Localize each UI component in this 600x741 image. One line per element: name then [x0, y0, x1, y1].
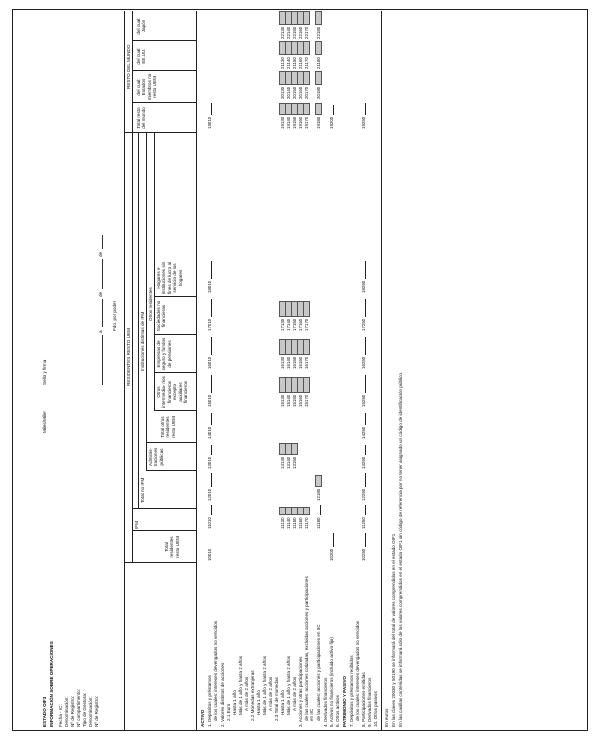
row-label: A más de 2 años [244, 676, 249, 711]
row-label: Hasta 1 año [232, 690, 237, 715]
row-label: A más de 2 años [268, 676, 273, 711]
row-label: 7. Depósitos y préstamos recibidos [349, 655, 354, 727]
cell-code: 13250 [361, 456, 366, 469]
residents-header: RESIDENTES RESTO UEM [126, 328, 131, 386]
cell-code: 16160 [298, 356, 303, 369]
cell-code: 15170 [304, 394, 309, 407]
input-cell[interactable] [206, 473, 212, 487]
section-pasivo: PATRIMONIO Y PASIVO [342, 675, 347, 727]
row-label: Más de 1 año y hasta 2 años [238, 656, 243, 715]
cell-code: 15130 [280, 394, 285, 407]
col-divider [132, 40, 196, 41]
col-divider [154, 296, 196, 297]
row-label: 9. Derivados financieros [367, 677, 372, 727]
cell-code: 13150 [292, 456, 297, 469]
note-text: En las casillas contenidas se informará sólo de los valores comprendidos en el estado OIF1 sin código de referencia por no tener asignado un código de identificación público. [398, 371, 403, 727]
cell-code: 21160 [298, 57, 303, 69]
input-cell[interactable] [206, 299, 212, 317]
cell-code: 17130 [280, 318, 285, 331]
col-rule [154, 133, 155, 411]
input-cell[interactable] [206, 261, 212, 279]
input-cell[interactable] [206, 103, 212, 115]
shaded-cell [303, 301, 310, 317]
cell-code: 22180 [316, 26, 321, 39]
cell-code: 15160 [298, 394, 303, 407]
row-label: Hasta 1 año [256, 690, 261, 715]
cell-code: 11150 [292, 517, 297, 529]
table-rule [196, 11, 197, 731]
date-line [102, 235, 103, 249]
col-public-admin: Adminis- traciones públicas [148, 447, 164, 467]
col-non-uem: del cual: Estados miembros no resto UEM [136, 73, 158, 101]
col-divider [154, 410, 196, 411]
shaded-cell [315, 103, 322, 115]
table-rule [124, 11, 125, 731]
cell-code: 19160 [298, 116, 303, 129]
input-cell[interactable] [206, 375, 212, 393]
shaded-cell [315, 71, 322, 85]
cell-code: 16010 [207, 356, 212, 369]
input-cell[interactable] [360, 413, 366, 425]
row-label: 2. Valores distintos de acciones [220, 662, 225, 727]
units-label: Miles/Miler [42, 411, 47, 433]
note-text: En las claves 20030 y 50190 se informará del total de valores comprendidos en el estado OIF1 [391, 533, 396, 727]
field-label: Denominación: [64, 696, 69, 727]
input-cell[interactable] [360, 473, 366, 487]
input-cell[interactable] [360, 505, 366, 515]
shaded-cell [303, 339, 310, 355]
row-label: 6. Otros activos [335, 695, 340, 727]
cell-code: 18250 [361, 280, 366, 293]
row-label: 4. Derivados financieros [323, 677, 328, 727]
col-rule [132, 11, 133, 563]
col-usa: del cual: EE.UU. [136, 47, 147, 65]
cell-code: 16130 [280, 356, 285, 369]
date-line [102, 299, 103, 327]
col-ifm: IFM [134, 521, 139, 529]
shaded-cell [303, 377, 310, 393]
cell-code: 20150 [292, 86, 297, 99]
col-other-institutions: Instituciones distintas de IFM [140, 311, 145, 371]
row-label: 8. Participaciones emitidas [361, 672, 366, 727]
input-cell[interactable] [328, 105, 334, 115]
input-cell[interactable] [360, 261, 366, 279]
cell-code: 22160 [298, 26, 303, 39]
col-divider [132, 70, 196, 71]
cell-code: 19010 [207, 116, 212, 129]
section-activo: ACTIVO [200, 709, 205, 727]
cell-code: 17250 [361, 318, 366, 331]
row-label: 1. Depósitos y préstamos [207, 675, 212, 727]
shaded-cell [303, 41, 310, 55]
cell-code: 20140 [286, 86, 291, 99]
cell-code: 10250 [361, 548, 366, 561]
cell-code: 20180 [316, 86, 321, 99]
cell-code: 17150 [292, 318, 297, 331]
cell-code: 16170 [304, 356, 309, 369]
input-cell[interactable] [206, 445, 212, 455]
shaded-cell [303, 11, 310, 25]
shaded-cell [315, 475, 322, 487]
date-de: de [98, 251, 103, 257]
cell-code: 15140 [286, 394, 291, 407]
cell-code: 19150 [292, 116, 297, 129]
cell-code: 19200 [329, 116, 334, 129]
col-divider [146, 442, 196, 443]
field-label: Nº compartimento: [76, 689, 81, 727]
cell-code: 11180 [316, 517, 321, 529]
notes-heading: En euros [384, 708, 389, 727]
input-cell[interactable] [206, 505, 212, 515]
col-total-other: Total otros residentes resto UEM [160, 416, 176, 438]
cell-code: 14250 [361, 426, 366, 439]
shaded-cell [303, 103, 310, 115]
col-households: Hogares e instituciones sin fines de lucro al servicio de los hogares [156, 261, 183, 295]
row-label: Más de 1 año y hasta 2 años [286, 656, 291, 715]
row-label: de los cuales: intereses devengados no vencidos [355, 620, 360, 721]
row-label: 2.3 Total de monedas [274, 677, 279, 721]
cell-code: 13140 [286, 456, 291, 469]
date-line [102, 335, 103, 385]
cell-code: 19170 [304, 116, 309, 129]
cell-code: 17140 [286, 318, 291, 331]
row-label: de las cuales: acciones y participaciones en IIC [316, 624, 321, 721]
shaded-cell [315, 11, 322, 25]
row-label: 5. Activos no financieros (incluido activo fijo) [329, 637, 334, 727]
input-cell[interactable] [360, 533, 366, 547]
cell-code: 16150 [292, 356, 297, 369]
cell-code: 15010 [207, 394, 212, 407]
cell-code: 21140 [286, 57, 291, 69]
col-total-residents: Total residentes resto UEM [164, 536, 180, 558]
row-label: de los cuales: intereses devengados no vencidos [213, 620, 218, 721]
shaded-cell [303, 507, 310, 515]
input-cell[interactable] [328, 533, 334, 547]
cell-code: 19130 [280, 116, 285, 129]
world-header: RESTO DEL MUNDO [126, 44, 131, 89]
cell-code: 17170 [304, 318, 309, 331]
field-label: Fecha - IC: [58, 704, 63, 727]
form-code: ESTADO OIF3 [42, 696, 47, 727]
row-label: A más de 2 años [292, 676, 297, 711]
form-title: INFORMACIÓN SOBRE OPERACIONES [49, 641, 54, 727]
cell-code: 21180 [316, 57, 321, 69]
date-a: a [98, 330, 103, 333]
cell-code: 17160 [298, 318, 303, 331]
cell-code: 20160 [298, 86, 303, 99]
cell-code: 19140 [286, 116, 291, 129]
field-label: Tipo de Gestora: [82, 692, 87, 727]
shaded-cell [303, 71, 310, 85]
cell-code: 13010 [207, 456, 212, 469]
field-label: Nº de Registro: [94, 695, 99, 727]
col-total-no-ifm: Total no IFM [140, 477, 145, 503]
input-cell[interactable] [360, 445, 366, 455]
cell-code: 12180 [316, 488, 321, 501]
row-label: Hasta 1 año [280, 690, 285, 715]
col-divider [132, 508, 196, 509]
input-cell[interactable] [360, 337, 366, 355]
field-label: Denominación: [88, 696, 93, 727]
col-rule [146, 133, 147, 471]
cell-code: 19180 [316, 116, 321, 129]
cell-code: 15150 [292, 394, 297, 407]
col-rule [138, 133, 139, 509]
cell-code: 11250 [361, 517, 366, 529]
cell-code: 12250 [361, 488, 366, 501]
shaded-cell [291, 443, 298, 455]
row-label: 3. Acciones y otras participaciones [298, 656, 303, 727]
cell-code: 22140 [286, 26, 291, 39]
col-divider [146, 470, 196, 471]
col-divider [124, 132, 196, 133]
signature-label: Fdo. por poder [112, 300, 117, 331]
cell-code: 11160 [298, 517, 303, 529]
cell-code: 13130 [280, 456, 285, 469]
col-non-financial: Sociedades no financieras [156, 300, 167, 332]
shaded-cell [315, 41, 322, 55]
col-divider [124, 562, 196, 563]
input-cell[interactable] [360, 375, 366, 393]
cell-code: 18010 [207, 280, 212, 293]
row-label: 10. Otros pasivos [373, 691, 378, 727]
date-line [102, 259, 103, 289]
cell-code: 20170 [304, 86, 309, 99]
cell-code: 21150 [292, 57, 297, 69]
cell-code: 21130 [280, 57, 285, 69]
cell-code: 22130 [280, 26, 285, 39]
col-other-intermediaries: Otros intermedia- rios financieros excepto auxiliares financieros [156, 376, 189, 408]
col-insurance: Empresas de seguro y fondos de pensiones [156, 337, 172, 371]
cell-code: 17010 [207, 318, 212, 331]
cell-code: 22150 [292, 26, 297, 39]
cell-code: 20130 [280, 86, 285, 99]
cell-code: 21170 [304, 57, 309, 69]
cell-code: 11170 [304, 517, 309, 529]
row-label: de las cuales: acciones cotizadas, excluidas acciones y participaciones en IIC [304, 576, 315, 721]
cell-code: 11140 [286, 517, 291, 529]
cell-code: 15250 [361, 394, 366, 407]
cell-code: 12010 [207, 488, 212, 501]
col-divider [132, 102, 196, 103]
cell-code: 19250 [361, 116, 366, 129]
cell-code: 10200 [329, 548, 334, 561]
input-cell[interactable] [360, 103, 366, 115]
input-cell[interactable] [206, 413, 212, 425]
col-other-residents: Otros residentes [148, 287, 153, 321]
input-cell[interactable] [360, 299, 366, 317]
cell-code: 22170 [304, 26, 309, 39]
col-divider [154, 372, 196, 373]
col-japan: del cual: Japón [136, 17, 147, 35]
row-label: 2.2 Monedas extranjeras [250, 670, 255, 721]
seal-label: Sello y firma [42, 359, 47, 385]
cell-code: 11130 [280, 517, 285, 529]
row-label: Más de 1 año y hasta 2 años [262, 656, 267, 715]
col-total-world: Total resto del mundo [136, 107, 147, 129]
cell-code: 16250 [361, 356, 366, 369]
cell-code: 11010 [207, 517, 212, 529]
input-cell[interactable] [315, 505, 321, 515]
table-rule [381, 11, 382, 731]
field-label: Nº de Registro: [70, 695, 75, 727]
col-divider [132, 530, 196, 531]
input-cell[interactable] [206, 337, 212, 355]
cell-code: 10010 [207, 548, 212, 561]
row-label: 2.1 Euro [226, 703, 231, 721]
cell-code: 14010 [207, 426, 212, 439]
date-de: de [98, 291, 103, 297]
col-divider [154, 334, 196, 335]
cell-code: 16140 [286, 356, 291, 369]
